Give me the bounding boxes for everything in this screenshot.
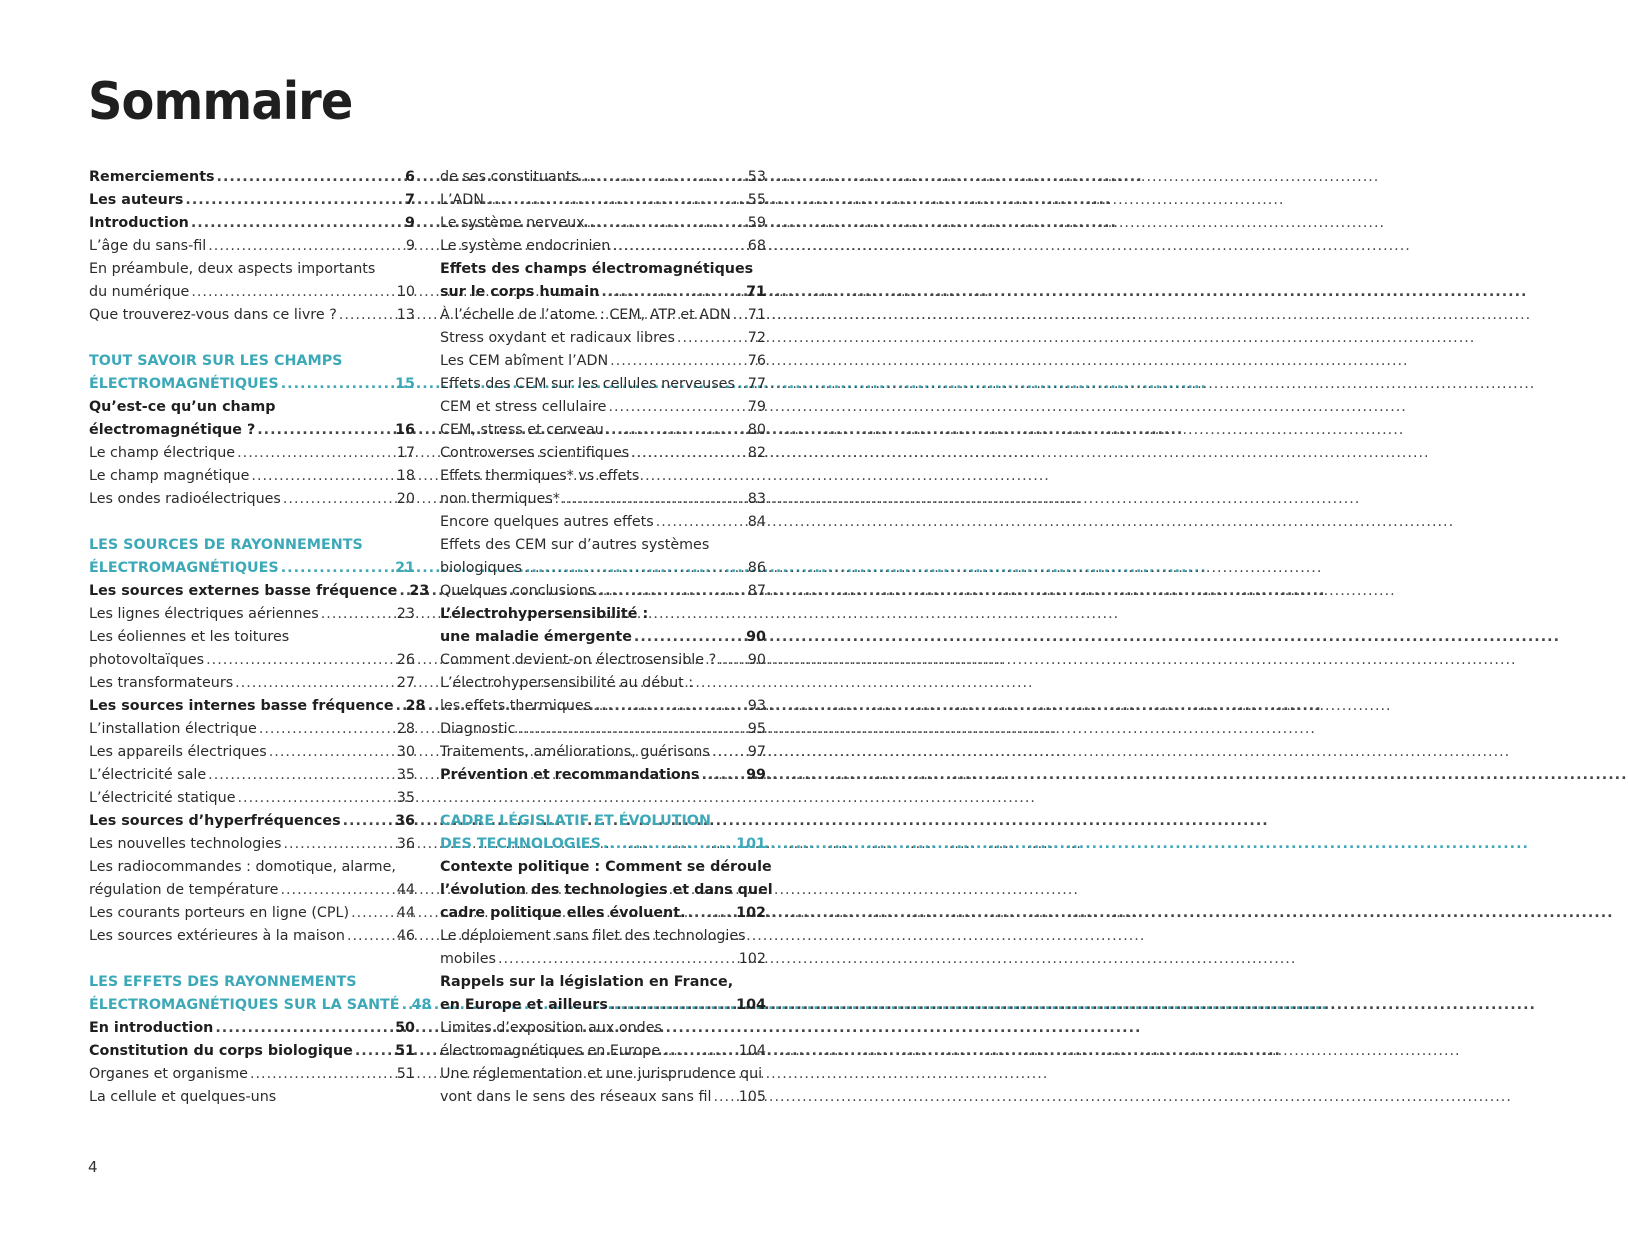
dot-leader (733, 304, 746, 327)
toc-entry-label: Les ondes radioélectriques (89, 491, 281, 507)
toc-entry-page: 80 (747, 422, 766, 438)
toc-entry (440, 718, 766, 741)
toc-entry-label: Comment devient-on électrosensible ? (440, 652, 717, 668)
toc-entry (440, 948, 766, 971)
toc-entry-label: Prévention et recommandations (440, 767, 700, 783)
toc-entry-label: Les transformateurs (89, 675, 234, 691)
toc-entry-page: 20 (396, 491, 415, 507)
toc-entry-page: 53 (747, 169, 766, 185)
toc-entry-label: Les auteurs (89, 192, 184, 208)
toc-entry-page: 36 (395, 813, 415, 829)
dot-leader (662, 1040, 737, 1063)
toc-entry-page: 16 (395, 422, 415, 438)
toc-entry-label: CEM, stress et cerveau (440, 422, 604, 438)
toc-entry-label: sur le corps humain (440, 284, 600, 300)
toc-entry-page: 46 (396, 928, 415, 944)
toc-entry-page: 9 (405, 238, 415, 254)
toc-entry (440, 465, 766, 488)
dot-leader (191, 212, 403, 235)
toc-entry-label: Les lignes électriques aériennes (89, 606, 319, 622)
toc-entry (440, 189, 766, 212)
toc-entry-page: 44 (396, 905, 415, 921)
toc-entry-label: TOUT SAVOIR SUR LES CHAMPS (89, 353, 343, 369)
toc-entry (89, 580, 430, 603)
dot-leader (281, 373, 393, 396)
toc-entry-page: 101 (736, 836, 766, 852)
toc-entry-page: 36 (396, 836, 415, 852)
toc-entry (89, 764, 415, 787)
dot-leader (603, 833, 734, 856)
toc-entry-label: mobiles (440, 951, 496, 967)
toc-entry-page: 15 (395, 376, 415, 392)
toc-entry (440, 626, 766, 649)
toc-entry-page: 30 (396, 744, 415, 760)
toc-entry-page: 71 (747, 307, 766, 323)
toc-entry-label: LES SOURCES DE RAYONNEMENTS (89, 537, 363, 553)
dot-leader (688, 902, 735, 925)
toc-section-heading (89, 994, 432, 1017)
toc-entry-label: Rappels sur la législation en France, (440, 974, 734, 990)
page-number: 4 (88, 1158, 98, 1176)
toc-entry-label: CADRE LÉGISLATIF ET ÉVOLUTION (440, 813, 711, 829)
toc-entry (89, 235, 415, 258)
dot-leader (656, 511, 746, 534)
toc-entry (89, 718, 415, 741)
toc-entry (89, 189, 415, 212)
toc-entry-page: 72 (747, 330, 766, 346)
toc-entry (89, 281, 415, 304)
dot-leader (396, 695, 404, 718)
dot-leader (284, 833, 395, 856)
toc-entry (89, 1017, 415, 1040)
dot-leader (257, 419, 393, 442)
toc-section-heading (440, 833, 766, 856)
dot-leader (601, 281, 744, 304)
toc-entry-label: ÉLECTROMAGNÉTIQUES SUR LA SANTÉ (89, 997, 400, 1013)
toc-entry (89, 419, 415, 442)
toc-entry-label: Que trouverez-vous dans ce livre ? (89, 307, 337, 323)
toc-entry (89, 925, 415, 948)
toc-column-left (89, 166, 432, 1109)
toc-entry-label: L’électrohypersensibilité au début : (440, 675, 694, 691)
toc-entry-page: 86 (747, 560, 766, 576)
toc-entry-page: 95 (747, 721, 766, 737)
toc-section-heading (89, 557, 415, 580)
toc-entry-label: L’âge du sans-fil (89, 238, 207, 254)
toc-entry-label: ÉLECTROMAGNÉTIQUES (89, 560, 279, 576)
toc-entry (89, 856, 415, 879)
toc-entry-label: L’installation électrique (89, 721, 257, 737)
toc-entry (440, 373, 766, 396)
dot-leader (402, 994, 410, 1017)
toc-entry-label: En introduction (89, 1020, 214, 1036)
dot-leader (610, 350, 746, 373)
toc-entry (440, 971, 766, 994)
toc-entry (440, 672, 766, 695)
toc-entry-page: 99 (746, 767, 766, 783)
toc-entry-label: Quelques conclusions (440, 583, 596, 599)
toc-entry-label: Le système nerveux (440, 215, 585, 231)
dot-leader (339, 304, 395, 327)
toc-entry-label: en Europe et ailleurs (440, 997, 608, 1013)
toc-entry (89, 833, 415, 856)
toc-entry-page: 76 (747, 353, 766, 369)
toc-entry (89, 442, 415, 465)
toc-entry-page: 13 (396, 307, 415, 323)
toc-entry-label: Le champ électrique (89, 445, 236, 461)
toc-entry-label: biologiques (440, 560, 522, 576)
dot-leader (321, 603, 395, 626)
dot-leader (718, 649, 746, 672)
toc-entry-page: 105 (738, 1089, 766, 1105)
dot-leader (597, 580, 746, 603)
toc-entry (89, 465, 415, 488)
toc-entry-page: 102 (738, 951, 766, 967)
dot-leader (347, 925, 395, 948)
toc-entry-page: 48 (411, 997, 432, 1013)
dot-leader (269, 741, 395, 764)
toc-entry-label: photovoltaïques (89, 652, 205, 668)
toc-entry-page: 9 (405, 215, 415, 231)
toc-entry-page: 28 (405, 698, 426, 714)
section-gap (440, 787, 766, 810)
toc-entry (89, 810, 415, 833)
toc-entry-page: 21 (395, 560, 415, 576)
dot-leader (737, 373, 746, 396)
dot-leader (259, 718, 395, 741)
toc-entry-page: 97 (747, 744, 766, 760)
toc-entry-page: 17 (396, 445, 415, 461)
dot-leader (235, 672, 395, 695)
toc-entry (89, 626, 415, 649)
toc-entry-label: une maladie émergente (440, 629, 632, 645)
toc-entry (89, 488, 415, 511)
toc-section-heading (89, 534, 415, 557)
dot-leader (610, 994, 734, 1017)
toc-entry-page: 68 (747, 238, 766, 254)
dot-leader (217, 166, 404, 189)
toc-entry-label: Le système endocrinien (440, 238, 611, 254)
toc-entry (89, 672, 415, 695)
dot-leader (498, 948, 737, 971)
toc-entry (89, 879, 415, 902)
toc-entry-label: La cellule et quelques-uns (89, 1089, 277, 1105)
toc-entry (440, 258, 766, 281)
dot-leader (250, 1063, 395, 1086)
toc-entry-page: 79 (747, 399, 766, 415)
toc-entry (440, 166, 766, 189)
toc-entry (89, 304, 415, 327)
dot-leader (712, 741, 746, 764)
toc-entry-page: 26 (396, 652, 415, 668)
toc-entry-page: 7 (405, 192, 415, 208)
dot-leader (208, 235, 404, 258)
toc-entry (440, 350, 766, 373)
dot-leader (215, 1017, 393, 1040)
section-gap (89, 948, 415, 971)
toc-entry (89, 902, 415, 925)
toc-entry-page: 102 (736, 905, 766, 921)
dot-leader (713, 1086, 736, 1109)
dot-leader (343, 810, 394, 833)
toc-entry (440, 212, 766, 235)
toc-entry-label: Effets thermiques* vs effets (440, 468, 640, 484)
toc-entry (440, 741, 766, 764)
dot-leader (608, 396, 745, 419)
toc-entry-page: 23 (396, 606, 415, 622)
toc-entry-label: Le champ magnétique (89, 468, 250, 484)
dot-leader (191, 281, 394, 304)
page-title: Sommaire (88, 72, 353, 132)
toc-entry (89, 1086, 415, 1109)
toc-entry-page: 77 (747, 376, 766, 392)
dot-leader (593, 695, 746, 718)
toc-entry (440, 603, 766, 626)
toc-column-right (440, 166, 773, 1109)
toc-entry (440, 764, 766, 787)
toc-section-heading (89, 971, 415, 994)
toc-entry-label: Encore quelques autres effets (440, 514, 654, 530)
toc-section-heading (89, 350, 415, 373)
dot-leader (355, 1040, 393, 1063)
toc-entry (440, 511, 766, 534)
toc-entry (89, 1040, 415, 1063)
toc-entry-page: 18 (396, 468, 415, 484)
toc-entry-label: électromagnétique ? (89, 422, 256, 438)
toc-entry (89, 1063, 415, 1086)
toc-entry-label: Stress oxydant et radicaux libres (440, 330, 675, 346)
dot-leader (524, 557, 746, 580)
dot-leader (185, 189, 403, 212)
toc-entry-label: Les sources externes basse fréquence (89, 583, 398, 599)
toc-entry (440, 1063, 766, 1086)
toc-entry (440, 994, 766, 1017)
dot-leader (283, 488, 395, 511)
toc-entry-label: Les sources d’hyperfréquences (89, 813, 341, 829)
toc-entry-label: L’électricité sale (89, 767, 207, 783)
toc-entry (89, 258, 415, 281)
toc-entry-label: CEM et stress cellulaire (440, 399, 607, 415)
toc-entry-label: LES EFFETS DES RAYONNEMENTS (89, 974, 357, 990)
toc-entry-label: de ses constituants (440, 169, 579, 185)
section-gap (89, 327, 415, 350)
toc-entry-page: 51 (396, 1066, 415, 1082)
toc-entry-label: du numérique (89, 284, 190, 300)
toc-entry-label: Les nouvelles technologies (89, 836, 282, 852)
toc-entry (440, 580, 766, 603)
toc-entry-page: 87 (747, 583, 766, 599)
toc-section-heading (89, 373, 415, 396)
dot-leader (486, 189, 746, 212)
toc-entry-label: cadre politique elles évoluent. (440, 905, 686, 921)
toc-entry (440, 925, 766, 948)
toc-entry-label: électromagnétiques en Europe (440, 1043, 661, 1059)
toc-entry (440, 1040, 766, 1063)
toc-entry (440, 1017, 766, 1040)
toc-entry-page: 51 (395, 1043, 415, 1059)
toc-entry-label: Effets des CEM sur les cellules nerveuses (440, 376, 735, 392)
dot-leader (612, 235, 745, 258)
dot-leader (581, 166, 746, 189)
toc-entry-label: Qu’est-ce qu’un champ (89, 399, 276, 415)
toc-entry-label: En préambule, deux aspects importants (89, 261, 376, 277)
toc-entry-page: 10 (396, 284, 415, 300)
toc-entry-label: Les sources internes basse fréquence (89, 698, 394, 714)
toc-entry-label: non thermiques* (440, 491, 560, 507)
toc-entry (440, 695, 766, 718)
toc-entry-page: 44 (396, 882, 415, 898)
toc-entry-label: Controverses scientifiques (440, 445, 630, 461)
toc-entry-label: Remerciements (89, 169, 215, 185)
toc-entry-page: 71 (746, 284, 766, 300)
toc-entry (440, 304, 766, 327)
toc-entry (440, 396, 766, 419)
toc-entry-label: À l’échelle de l’atome : CEM, ATP et ADN (440, 307, 731, 323)
toc-entry-page: 35 (396, 790, 415, 806)
dot-leader (238, 787, 395, 810)
toc-entry (440, 281, 766, 304)
toc-entry (440, 902, 766, 925)
toc-entry-page: 50 (395, 1020, 415, 1036)
toc-entry (440, 534, 766, 557)
dot-leader (351, 902, 395, 925)
dot-leader (631, 442, 746, 465)
toc-entry-label: l’évolution des technologies et dans quel (440, 882, 773, 898)
toc-entry-label: Les appareils électriques (89, 744, 267, 760)
toc-entry (440, 557, 766, 580)
dot-leader (606, 419, 746, 442)
dot-leader (701, 764, 744, 787)
toc-entry-page: 84 (747, 514, 766, 530)
dot-leader (518, 718, 746, 741)
toc-entry-label: L’électrohypersensibilité : (440, 606, 649, 622)
toc-entry-page: 83 (747, 491, 766, 507)
toc-entry (89, 396, 415, 419)
toc-entry-label: régulation de température (89, 882, 279, 898)
dot-leader (206, 649, 395, 672)
toc-entry-label: Une réglementation et une jurisprudence qui (440, 1066, 763, 1082)
dot-leader (634, 626, 744, 649)
toc-entry (89, 603, 415, 626)
toc-entry-label: les effets thermiques (440, 698, 592, 714)
toc-entry (440, 419, 766, 442)
dot-leader (587, 212, 746, 235)
toc-entry (440, 235, 766, 258)
toc-entry-label: Limites d’exposition aux ondes (440, 1020, 662, 1036)
toc-entry-label: ÉLECTROMAGNÉTIQUES (89, 376, 279, 392)
toc-entry (440, 327, 766, 350)
dot-leader (208, 764, 395, 787)
dot-leader (399, 580, 407, 603)
toc-entry-page: 55 (747, 192, 766, 208)
toc-entry-page: 93 (747, 698, 766, 714)
toc-entry (89, 695, 426, 718)
toc-entry-label: Diagnostic (440, 721, 516, 737)
dot-leader (237, 442, 395, 465)
dot-leader (677, 327, 746, 350)
toc-entry-label: DES TECHNOLOGIES (440, 836, 601, 852)
toc-entry-page: 104 (738, 1043, 766, 1059)
toc-entry-page: 59 (747, 215, 766, 231)
dot-leader (562, 488, 746, 511)
toc-entry-page: 104 (736, 997, 766, 1013)
toc-entry-page: 27 (396, 675, 415, 691)
toc-entry (89, 649, 415, 672)
toc-section-heading (440, 810, 766, 833)
toc-entry (89, 212, 415, 235)
toc-entry-label: Effets des champs électromagnétiques (440, 261, 754, 277)
toc-entry-label: Contexte politique : Comment se déroule (440, 859, 772, 875)
toc-entry (440, 856, 772, 879)
toc-entry-page: 90 (747, 652, 766, 668)
toc-entry (440, 442, 766, 465)
dot-leader (251, 465, 394, 488)
toc-entry-page: 6 (405, 169, 415, 185)
toc-entry-label: Les courants porteurs en ligne (CPL) (89, 905, 350, 921)
toc-entry-label: L’électricité statique (89, 790, 236, 806)
toc-entry-label: Organes et organisme (89, 1066, 248, 1082)
toc-entry (440, 1086, 766, 1109)
toc-entry-page: 28 (396, 721, 415, 737)
toc-entry (89, 166, 415, 189)
toc-entry-label: Les CEM abîment l’ADN (440, 353, 609, 369)
toc-entry-label: Introduction (89, 215, 189, 231)
toc-entry-label: vont dans le sens des réseaux sans fil (440, 1089, 712, 1105)
dot-leader (281, 557, 393, 580)
toc-entry-label: Les éoliennes et les toitures (89, 629, 290, 645)
toc-entry-page: 82 (747, 445, 766, 461)
dot-leader (280, 879, 394, 902)
toc-entry-page: 90 (746, 629, 766, 645)
toc-entry-label: L’ADN (440, 192, 484, 208)
toc-entry-label: Les sources extérieures à la maison (89, 928, 345, 944)
toc-entry (440, 488, 766, 511)
toc-entry (440, 879, 773, 902)
toc-entry (440, 649, 766, 672)
toc-entry-label: Traitements, améliorations, guérisons (440, 744, 710, 760)
toc-entry-page: 35 (396, 767, 415, 783)
toc-entry (89, 741, 415, 764)
toc-entry-label: Le déploiement sans filet des technologies (440, 928, 746, 944)
toc-entry-label: Effets des CEM sur d’autres systèmes (440, 537, 710, 553)
toc-entry (89, 787, 415, 810)
toc-entry-page: 23 (409, 583, 430, 599)
toc-entry-label: Les radiocommandes : domotique, alarme, (89, 859, 396, 875)
section-gap (89, 511, 415, 534)
toc-entry-label: Constitution du corps biologique (89, 1043, 353, 1059)
